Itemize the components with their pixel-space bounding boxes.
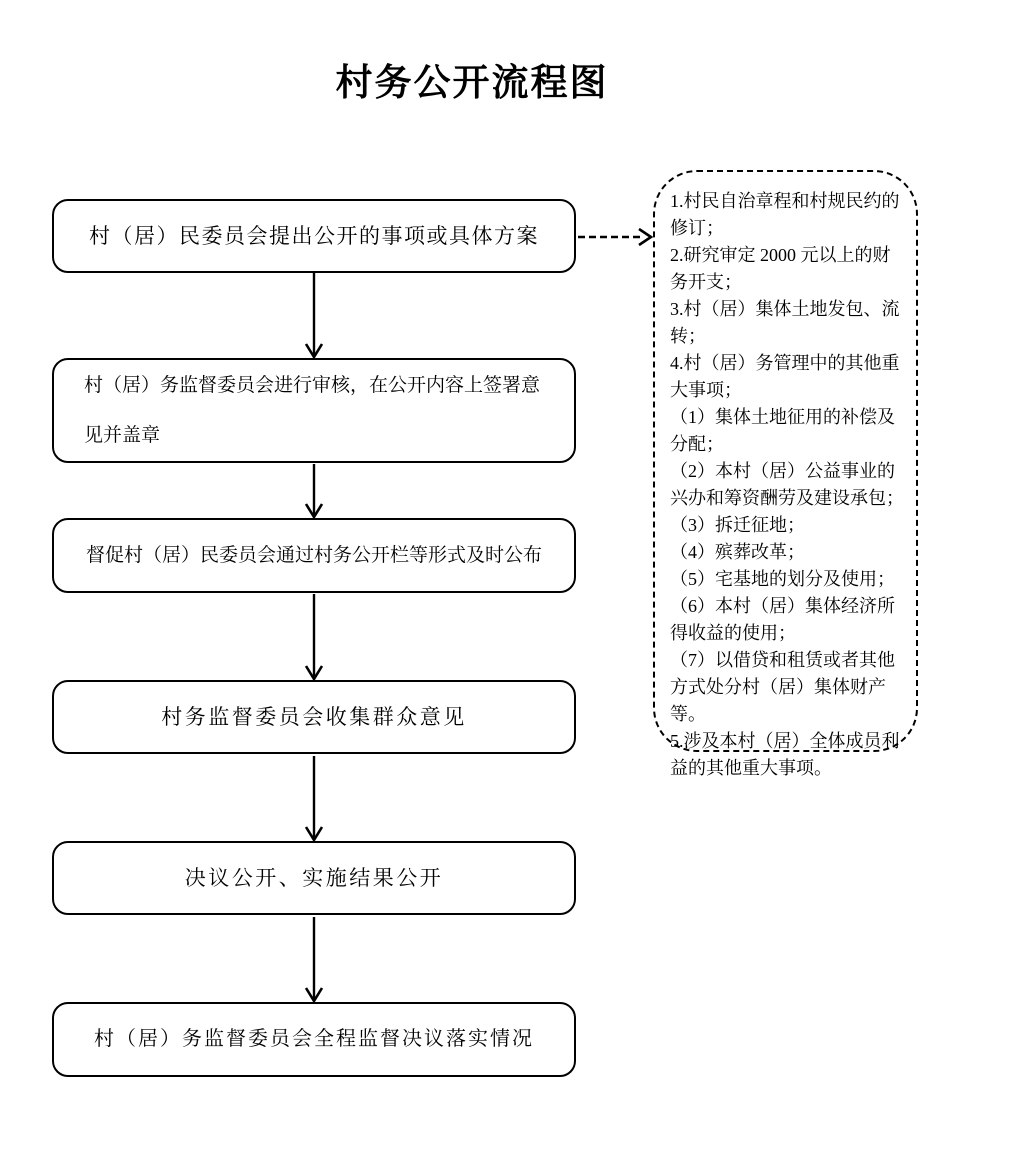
arrowhead-icon: [306, 504, 322, 517]
side-note-item: （1）集体土地征用的补偿及分配；: [670, 407, 895, 454]
dashed-arrow-to-side-note: [578, 229, 651, 245]
down-arrow-4-5: [306, 756, 322, 840]
side-note-item: （2）本村（居）公益事业的兴办和筹资酬劳及建设承包；: [670, 461, 904, 508]
side-note-item: （5）宅基地的划分及使用；: [670, 569, 895, 589]
down-arrow-3-4: [306, 594, 322, 679]
side-note-dashed-box: [653, 170, 918, 778]
down-arrow-1-2: [306, 273, 322, 357]
side-note-item: （4）殡葬改革；: [670, 542, 805, 562]
side-note-item: 1.村民自治章程和村规民约的修订；: [670, 191, 900, 238]
arrowhead-icon: [639, 229, 651, 245]
side-note-item: （7）以借贷和租赁或者其他方式处分村（居）集体财产等。: [670, 650, 895, 724]
flow-step-propose: [52, 199, 576, 273]
flow-step-collect-opinions: [52, 680, 576, 754]
side-note-item: 3.村（居）集体土地发包、流转；: [670, 299, 900, 346]
side-note-item: （6）本村（居）集体经济所得收益的使用；: [670, 596, 895, 643]
arrowhead-icon: [306, 666, 322, 679]
page-title: 村务公开流程图: [335, 63, 609, 104]
arrowhead-icon: [306, 344, 322, 357]
side-note-item: 4.村（居）务管理中的其他重大事项；: [670, 353, 900, 400]
side-note-item: （3）拆迁征地；: [670, 515, 805, 535]
flow-step-publish: [52, 518, 576, 593]
flow-step-label: 村务监督委员会收集群众意见: [161, 704, 467, 729]
flow-step-label: 村（居）民委员会提出公开的事项或具体方案: [89, 223, 539, 248]
arrowhead-icon: [306, 988, 322, 1001]
arrowhead-icon: [306, 827, 322, 840]
flow-step-disclose-results: [52, 841, 576, 915]
flow-step-label: 督促村（居）民委员会通过村务公开栏等形式及时公布: [85, 544, 542, 566]
down-arrow-2-3: [306, 464, 322, 517]
side-note-item: 2.研究审定 2000 元以上的财务开支；: [670, 245, 891, 292]
flow-step-review-sign: [52, 358, 576, 463]
down-arrow-5-6: [306, 917, 322, 1001]
flow-step-label: 决议公开、实施结果公开: [184, 865, 444, 890]
flow-step-supervise-implementation: [52, 1002, 576, 1077]
flow-step-label: 村（居）务监督委员会全程监督决议落实情况: [94, 1028, 534, 1050]
flow-step-label: 村（居）务监督委员会进行审核，在公开内容上签署意见并盖章: [84, 374, 541, 446]
side-note-item: 5.涉及本村（居）全体成员利益的其他重大事项。: [670, 731, 900, 778]
